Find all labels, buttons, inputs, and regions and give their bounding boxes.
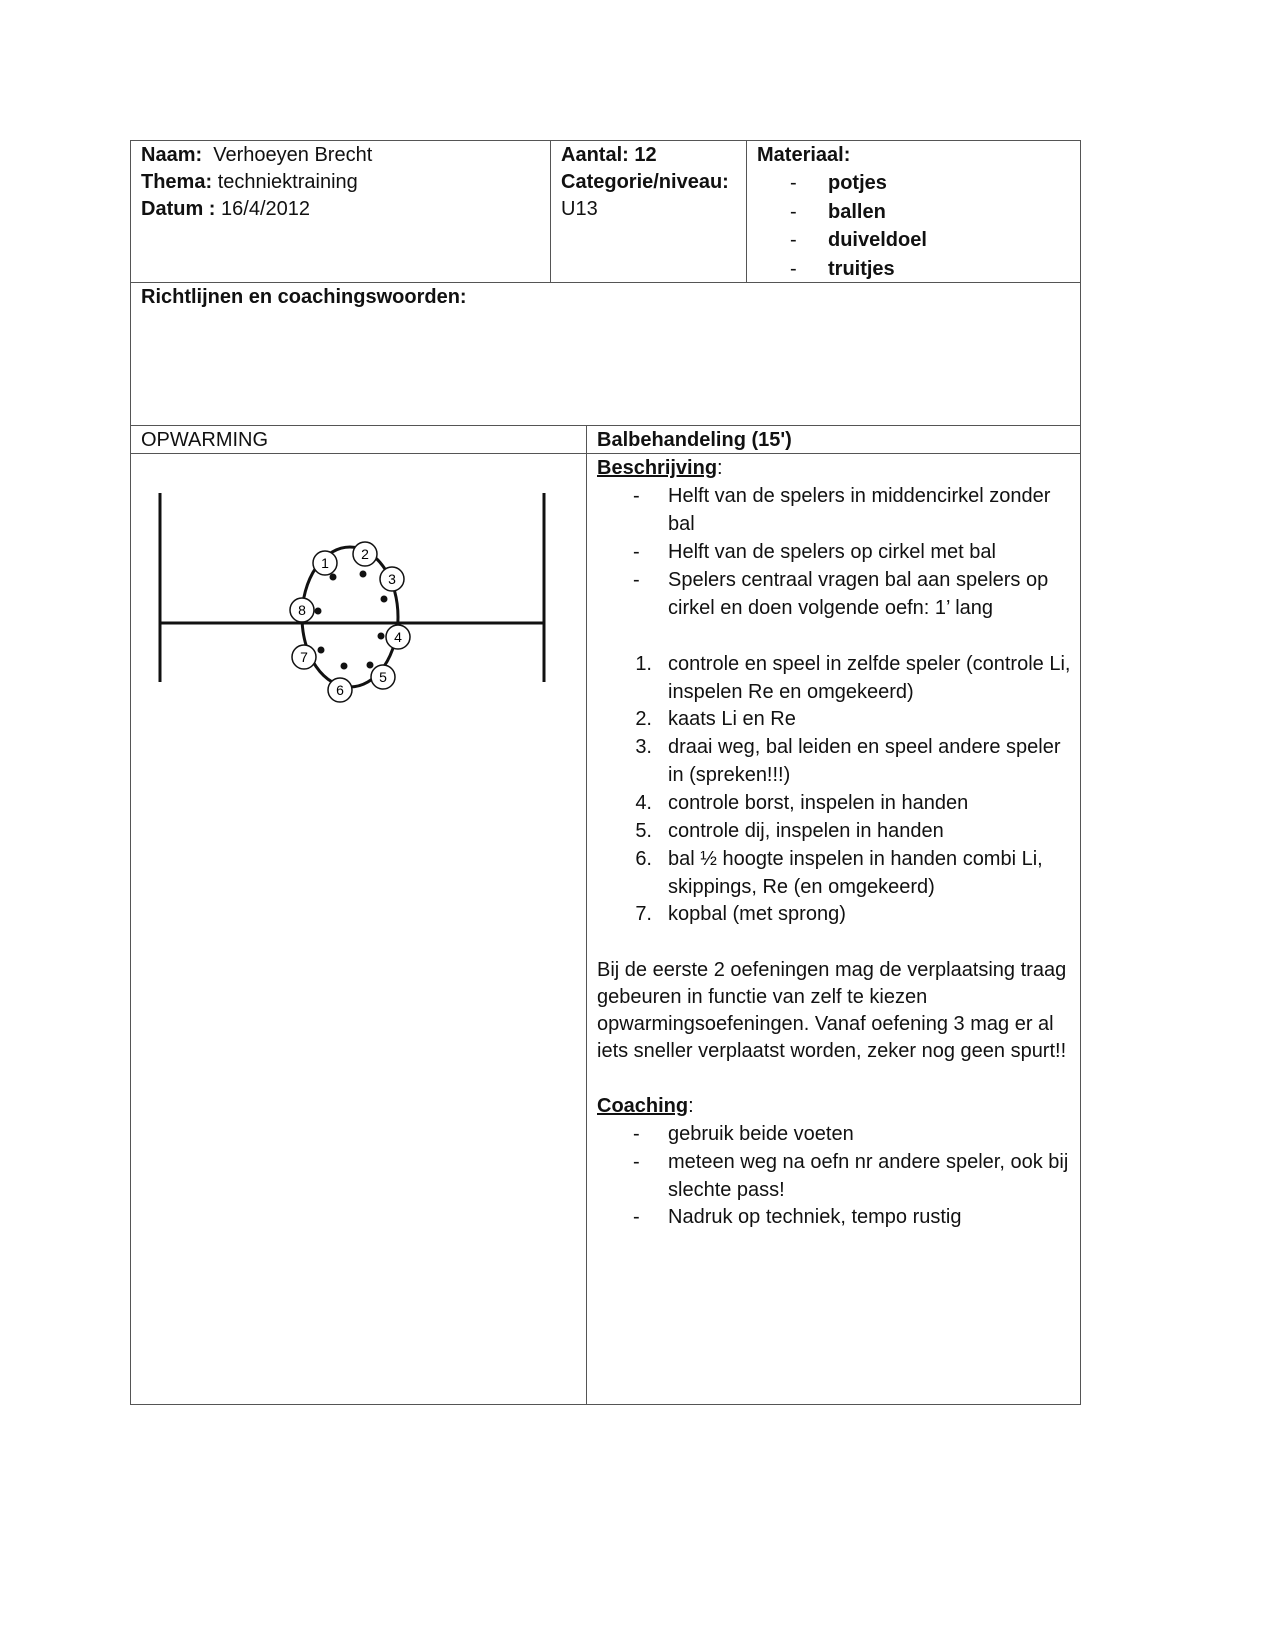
player-marker — [380, 567, 404, 591]
list-bullet: - — [790, 229, 797, 251]
thema-label: Thema: — [141, 171, 213, 193]
list-bullet: - — [633, 1206, 640, 1228]
richtlijnen-label: Richtlijnen en coachingswoorden: — [141, 286, 467, 308]
bullet-item: Spelers centraal vragen bal aan spelers op cirkel en doen volgende oefn: 1’ lang — [668, 569, 1049, 619]
bullet-item: Helft van de spelers in middencirkel zonder bal — [668, 485, 1051, 535]
player-number: 6 — [336, 682, 344, 698]
paragraph-line: iets sneller verplaatst worden, zeker nog geen spurt!! — [597, 1040, 1067, 1062]
coaching-label: Coaching — [597, 1095, 689, 1117]
beschrijving-colon: : — [717, 457, 723, 479]
coaching-item: Nadruk op techniek, tempo rustig — [668, 1206, 962, 1228]
bullet-item: Helft van de spelers op cirkel met bal — [668, 541, 996, 563]
list-number: 1. — [635, 653, 652, 675]
balls — [315, 571, 388, 670]
materiaal-label: Materiaal: — [757, 144, 851, 166]
materiaal-item: potjes — [828, 172, 887, 194]
list-number: 3. — [635, 736, 652, 758]
exercise-item: controle en speel in zelfde speler (controle Li, inspelen Re en omgekeerd) — [668, 653, 1071, 703]
coaching-item: meteen weg na oefn nr andere speler, ook bij slechte pass! — [668, 1151, 1069, 1201]
player-marker — [313, 551, 337, 575]
player-marker — [371, 665, 395, 689]
list-number: 2. — [635, 708, 652, 730]
player-number: 8 — [298, 602, 306, 618]
coaching-colon: : — [688, 1095, 694, 1117]
ball — [330, 574, 337, 581]
ball — [367, 662, 374, 669]
materiaal-item: duiveldoel — [828, 229, 927, 251]
paragraph-line: gebeuren in functie van zelf te kiezen — [597, 986, 928, 1008]
categorie-value: U13 — [561, 198, 598, 220]
list-bullet: - — [633, 541, 640, 563]
player-number: 4 — [394, 629, 402, 645]
datum-value: 16/4/2012 — [221, 198, 310, 220]
player-marker — [290, 598, 314, 622]
player-number: 2 — [361, 546, 369, 562]
player-marker — [292, 645, 316, 669]
datum-label: Datum : — [141, 198, 216, 220]
player-marker — [353, 542, 377, 566]
exercise-item: draai weg, bal leiden en speel andere speler in (spreken!!!) — [668, 736, 1061, 786]
list-bullet: - — [633, 569, 640, 591]
materiaal-item: truitjes — [828, 258, 895, 280]
beschrijving-label: Beschrijving — [597, 457, 718, 479]
player-number: 1 — [321, 555, 329, 571]
list-bullet: - — [633, 1151, 640, 1173]
list-bullet: - — [790, 258, 797, 280]
aantal-label: Aantal: 12 — [561, 144, 657, 166]
player-number: 3 — [388, 571, 396, 587]
categorie-label: Categorie/niveau: — [561, 171, 729, 193]
materiaal-item: ballen — [828, 201, 886, 223]
exercise-diagram — [150, 485, 560, 715]
list-number: 4. — [635, 792, 652, 814]
paragraph-line: opwarmingsoefeningen. Vanaf oefening 3 mag er al — [597, 1013, 1054, 1035]
player-number: 7 — [300, 649, 308, 665]
exercise-item: kopbal (met sprong) — [668, 903, 846, 925]
ball — [315, 608, 322, 615]
thema-value: techniektraining — [217, 171, 358, 193]
coaching-item: gebruik beide voeten — [668, 1123, 854, 1145]
list-bullet: - — [790, 172, 797, 194]
list-number: 7. — [635, 903, 652, 925]
exercise-item: controle borst, inspelen in handen — [668, 792, 969, 814]
list-bullet: - — [633, 1123, 640, 1145]
paragraph-line: Bij de eerste 2 oefeningen mag de verplaatsing traag — [597, 959, 1067, 981]
section-title-left: OPWARMING — [141, 429, 269, 451]
ball — [318, 647, 325, 654]
naam-value: Verhoeyen Brecht — [213, 144, 373, 166]
list-bullet: - — [790, 201, 797, 223]
player-number: 5 — [379, 669, 387, 685]
naam-label: Naam: — [141, 144, 203, 166]
section-title-right: Balbehandeling (15') — [597, 429, 792, 451]
list-number: 6. — [635, 848, 652, 870]
list-bullet: - — [633, 485, 640, 507]
player-marker — [328, 678, 352, 702]
list-number: 5. — [635, 820, 652, 842]
exercise-item: controle dij, inspelen in handen — [668, 820, 944, 842]
exercise-item: kaats Li en Re — [668, 708, 796, 730]
exercise-item: bal ½ hoogte inspelen in handen combi Li, skippings, Re (en omgekeerd) — [668, 848, 1043, 898]
ball — [378, 633, 385, 640]
ball — [360, 571, 367, 578]
player-marker — [386, 625, 410, 649]
ball — [381, 596, 388, 603]
ball — [341, 663, 348, 670]
